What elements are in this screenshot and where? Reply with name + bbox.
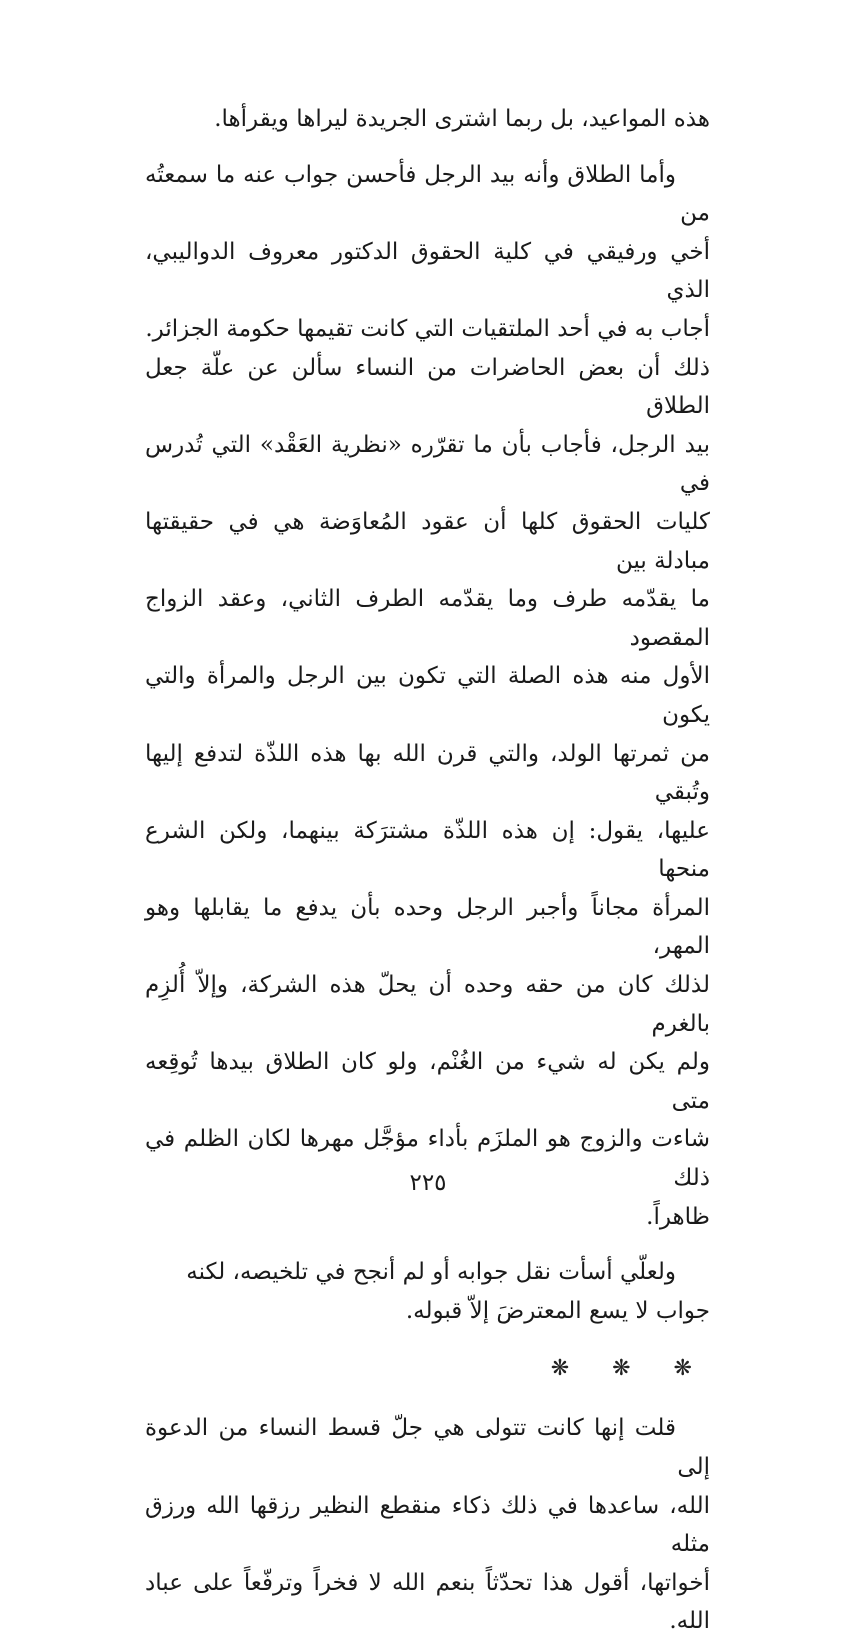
page-body bbox=[145, 100, 710, 1641]
text-line: ولعلّي أسأت نقل جوابه أو لم أنجح في تلخيصه، لكنه bbox=[186, 1259, 676, 1286]
text-line: المرأة مجاناً وأجبر الرجل وحده بأن يدفع ما يقابلها وهو المهر، bbox=[145, 894, 710, 960]
text-line: أخواتها، أقول هذا تحدّثاً بنعم الله لا فخراً وترفّعاً على عباد الله. bbox=[145, 1569, 710, 1635]
paragraph bbox=[145, 1409, 710, 1641]
text-line: ما يقدّمه طرف وما يقدّمه الطرف الثاني، وعقد الزواج المقصود bbox=[145, 586, 710, 651]
text-line: ولم يكن له شيء من الغُنْم، ولو كان الطلاق بيدها تُوقِعه متى bbox=[145, 1049, 710, 1114]
page-number: ٢٢٥ bbox=[409, 1170, 447, 1196]
text-line: ظاهراً. bbox=[646, 1203, 710, 1230]
text-line: لذلك كان من حقه وحده أن يحلّ هذه الشركة، وإلاّ أُلزِم بالغرم bbox=[145, 972, 710, 1037]
text-line: أجاب به في أحد الملتقيات التي كانت تقيمها حكومة الجزائر. bbox=[145, 315, 710, 342]
text-line: بيد الرجل، فأجاب بأن ما تقرّره «نظرية العَقْد» التي تُدرس في bbox=[145, 431, 710, 497]
section-separator: ❋ ❋ ❋ bbox=[550, 1356, 710, 1382]
text-line: وأما الطلاق وأنه بيد الرجل فأحسن جواب عنه ما سمعتُه من bbox=[145, 161, 710, 227]
text-line: هذه المواعيد، بل ربما اشترى الجريدة ليراها ويقرأها. bbox=[214, 106, 710, 132]
text-line: كليات الحقوق كلها أن عقود المُعاوَضة هي في حقيقتها مبادلة بين bbox=[145, 508, 710, 574]
text-line: عليها، يقول: إن هذه اللذّة مشترَكة بينهما، ولكن الشرع منحها bbox=[145, 817, 710, 883]
paragraph bbox=[145, 1253, 710, 1330]
paragraph bbox=[145, 156, 710, 1237]
text-line: ذلك أن بعض الحاضرات من النساء سألن عن علّة جعل الطلاق bbox=[145, 354, 710, 420]
text-line: الأول منه هذه الصلة التي تكون بين الرجل والمرأة والتي يكون bbox=[145, 663, 710, 728]
paragraph bbox=[145, 100, 710, 139]
text-line: أخي ورفيقي في كلية الحقوق الدكتور معروف الدواليبي، الذي bbox=[145, 238, 710, 304]
text-line: قلت إنها كانت تتولى هي جلّ قسط النساء من الدعوة إلى bbox=[145, 1415, 710, 1480]
text-line: جواب لا يسع المعترضَ إلاّ قبوله. bbox=[405, 1297, 710, 1324]
text-line: شاءت والزوج هو الملزَم بأداء مؤجَّل مهرها لكان الظلم في ذلك bbox=[145, 1126, 710, 1192]
text-line: الله، ساعدها في ذلك ذكاء منقطع النظير رزقها الله ورزق مثله bbox=[145, 1492, 710, 1558]
text-line: من ثمرتها الولد، والتي قرن الله بها هذه اللذّة لتدفع إليها وتُبقي bbox=[145, 740, 710, 806]
